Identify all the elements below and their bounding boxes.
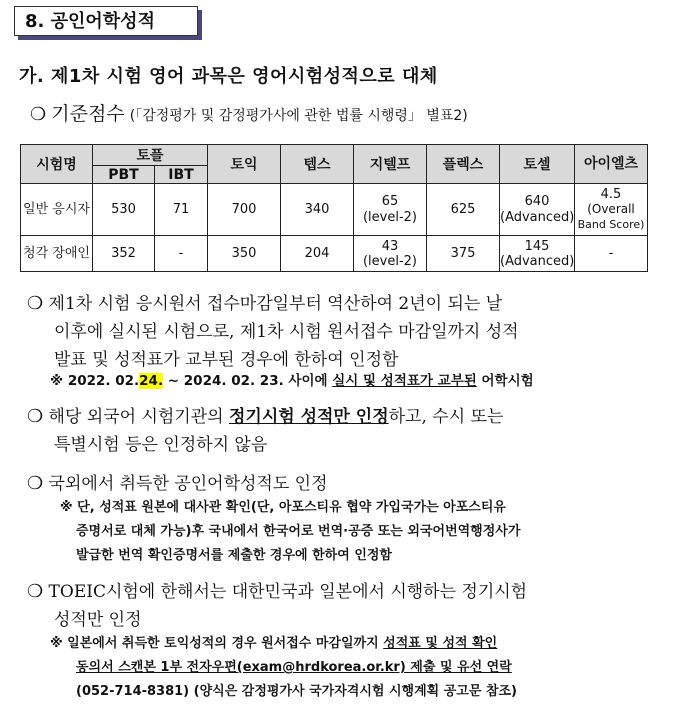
cell-gtelp [354, 184, 427, 236]
cell-tosel [500, 236, 575, 272]
item-1-note-date-start: 2022. 02. [67, 373, 140, 389]
item-1-line3: 발표 및 성적표가 교부된 경우에 한하여 인정함 [54, 350, 399, 370]
cell-gtelp-score: 43 [381, 238, 399, 254]
cell-ielts [575, 184, 648, 236]
item-4-line2: 성적만 인정 [54, 610, 142, 630]
cell-flex: 375 [427, 236, 500, 272]
item-4-line1: TOEIC시험에 한해서는 대한민국과 일본에서 시행하는 정기시험 [48, 582, 528, 602]
cell-ielts-score: 4.5 [600, 187, 622, 202]
header-gtelp: 지텔프 [354, 145, 427, 184]
cell-gtelp-level: (level-2) [362, 253, 418, 269]
item-3-note-line3: 발급한 번역 확인증명서를 제출한 경우에 한하여 인정함 [76, 548, 392, 563]
item-4-note-line2: 동의서 스캔본 1부 전자우편(exam@hrdkorea.or.kr) 제출 및 유선 연락 [76, 660, 512, 675]
item-4-note-line3: (052-714-8381) (양식은 감정평가사 국가자격시험 시행계획 공고문 참조) [76, 684, 518, 699]
item-2 [27, 403, 503, 459]
header-category: 시험명 [21, 145, 93, 184]
header-teps: 텝스 [281, 145, 354, 184]
item-4-note [50, 632, 517, 704]
cell-ielts: - [575, 236, 648, 272]
cell-teps: 340 [281, 184, 354, 236]
cell-tosel-level: (Advanced) [500, 209, 575, 225]
score-table [20, 144, 648, 272]
item-3-note-line1: 단, 성적표 원본에 대사관 확인(단, 아포스티유 협약 가입국가는 아포스티유 [77, 500, 506, 515]
item-1 [27, 290, 519, 374]
note-mark: ※ [50, 636, 63, 651]
row-category: 청각 장애인 [21, 236, 93, 272]
cell-ibt: 71 [155, 184, 208, 236]
note-mark: ※ [50, 373, 64, 389]
criteria-source: (「감정평가 및 감정평가사에 관한 법률 시행령」 별표2) [129, 108, 468, 124]
item-1-note-end: 어학시험 [481, 373, 534, 389]
bullet-icon: ❍ [27, 406, 44, 427]
item-2-line1-a: 해당 외국어 시험기관의 [48, 407, 224, 427]
cell-gtelp-level: (level-2) [362, 209, 418, 225]
cell-ibt: - [155, 236, 208, 272]
item-3-line1: 국외에서 취득한 공인어학성적도 인정 [48, 474, 328, 494]
item-1-note [50, 369, 534, 393]
bullet-icon: ❍ [30, 104, 47, 125]
item-1-note-date-end: ~ 2024. 02. 23. 사이에 [167, 373, 328, 389]
cell-ielts-note2: Band Score) [577, 218, 645, 231]
bullet-icon: ❍ [27, 473, 44, 494]
criteria-line [30, 99, 468, 126]
cell-gtelp [354, 236, 427, 272]
cell-tosel [500, 184, 575, 236]
cell-gtelp-score: 65 [381, 193, 399, 209]
note-mark: ※ [60, 500, 73, 515]
item-1-note-underline: 실시 및 성적표가 교부된 [332, 373, 477, 389]
item-3 [27, 470, 328, 498]
item-3-note [60, 496, 520, 568]
cell-pbt: 352 [93, 236, 155, 272]
cell-toeic: 700 [208, 184, 281, 236]
item-2-line1-b: 하고, 수시 또는 [388, 407, 504, 427]
bullet-icon: ❍ [27, 293, 44, 314]
item-4-note-line1: 일본에서 취득한 토익성적의 경우 원서접수 마감일까지 [67, 636, 379, 651]
header-toefl: 토플 [93, 145, 208, 166]
bullet-icon: ❍ [27, 581, 44, 602]
header-toefl-pbt: PBT [93, 166, 155, 184]
cell-tosel-level: (Advanced) [500, 253, 575, 269]
header-tosel: 토셀 [500, 145, 575, 184]
header-toefl-ibt: IBT [155, 166, 208, 184]
criteria-label: 기준점수 [51, 103, 125, 125]
cell-flex: 625 [427, 184, 500, 236]
item-3-note-line2: 증명서로 대체 가능)후 국내에서 한국어로 번역·공증 또는 외국어번역행정사가 [76, 524, 521, 539]
item-1-line1: 제1차 시험 응시원서 접수마감일부터 역산하여 2년이 되는 날 [48, 294, 503, 314]
table-row [21, 236, 648, 272]
subsection-title: 가. 제1차 시험 영어 과목은 영어시험성적으로 대체 [19, 66, 438, 87]
item-1-line2: 이후에 실시된 시험으로, 제1차 시험 원서접수 마감일까지 성적 [54, 322, 519, 342]
cell-teps: 204 [281, 236, 354, 272]
section-title: 8. 공인어학성적 [14, 6, 198, 36]
item-1-note-highlight: 24. [139, 373, 164, 389]
header-ielts: 아이엘츠 [575, 145, 648, 184]
cell-tosel-score: 640 [524, 193, 550, 209]
header-toeic: 토익 [208, 145, 281, 184]
item-2-line1-underline: 정기시험 성적만 인정 [228, 407, 389, 427]
item-4-note-line1-underline: 성적표 및 성적 확인 [383, 636, 498, 651]
cell-toeic: 350 [208, 236, 281, 272]
cell-ielts-note: (Overall [587, 202, 635, 216]
cell-pbt: 530 [93, 184, 155, 236]
item-2-line2: 특별시험 등은 인정하지 않음 [54, 435, 268, 455]
cell-tosel-score: 145 [524, 238, 550, 254]
table-row [21, 184, 648, 236]
header-flex: 플렉스 [427, 145, 500, 184]
row-category: 일반 응시자 [21, 184, 93, 236]
item-4 [27, 578, 527, 634]
